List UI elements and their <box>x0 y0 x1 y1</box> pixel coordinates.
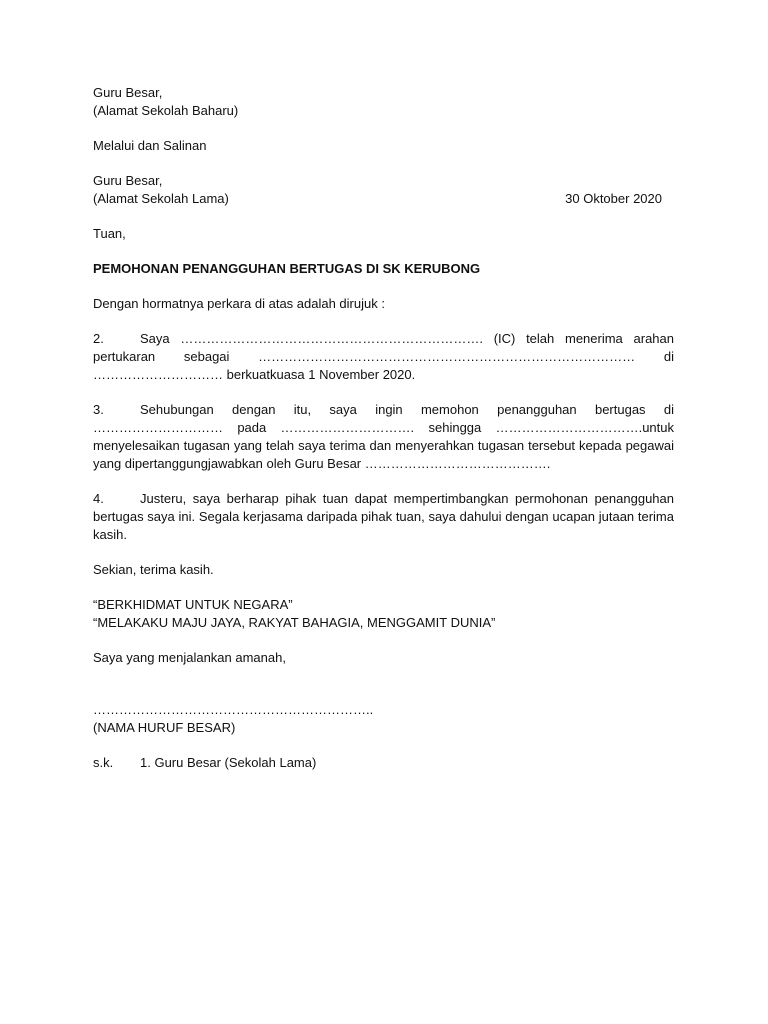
opening-line: Dengan hormatnya perkara di atas adalah dirujuk : <box>93 296 385 311</box>
motto-2: “MELAKAKU MAJU JAYA, RAKYAT BAHAGIA, MENGGAMIT DUNIA” <box>93 615 496 630</box>
cc-item: 1. Guru Besar (Sekolah Lama) <box>140 755 317 770</box>
address-date-row <box>93 190 662 208</box>
via-line: Melalui dan Salinan <box>93 138 207 153</box>
copy-to-title: Guru Besar, <box>93 173 163 188</box>
blank-school: ………………………… <box>93 420 223 435</box>
paragraph-text: Saya ……………………………………………………………. (IC) telah menerima arahan pertukaran sebagai …………………………………………………………………………… di ………………………… berkuatkuasa 1 November 2020. <box>93 331 674 382</box>
letter-page <box>93 84 674 772</box>
closing-line: Sekian, terima kasih. <box>93 562 214 577</box>
paragraph-3-rest: menyelesaikan tugasan yang telah saya terima dan menyerahkan tugasan tersebut kepada pegawai yang dipertanggungjawabkan oleh Guru Besar ……………………………………. <box>93 438 674 471</box>
paragraph-text: Justeru, saya berharap pihak tuan dapat mempertimbangkan permohonan penangguhan bertugas saya ini. Segala kerjasama daripada pihak tuan, saya dahului dengan ucapan jutaan terima kasih. <box>93 491 674 542</box>
word-sehingga: sehingga <box>428 420 482 435</box>
sign-off: Saya yang menjalankan amanah, <box>93 650 286 665</box>
paragraph-number: 3. <box>93 402 104 417</box>
paragraph-number: 4. <box>93 491 104 506</box>
cc-label: s.k. <box>93 755 114 770</box>
paragraph-2 <box>93 330 674 384</box>
motto-1: “BERKHIDMAT UNTUK NEGARA” <box>93 597 293 612</box>
signature-line: ……………………………………………………….. <box>93 702 374 717</box>
paragraph-3-line-1 <box>93 401 674 419</box>
paragraph-text: Sehubungan dengan itu, saya ingin memohon penangguhan bertugas di <box>140 402 674 417</box>
word-pada: pada <box>237 420 267 435</box>
letter-subject: PEMOHONAN PENANGGUHAN BERTUGAS DI SK KERUBONG <box>93 261 481 276</box>
paragraph-3 <box>93 401 674 473</box>
cc-row <box>93 754 674 772</box>
copy-to-address: (Alamat Sekolah Lama) <box>93 191 229 206</box>
letter-date: 30 Oktober 2020 <box>565 191 662 206</box>
recipient-address: (Alamat Sekolah Baharu) <box>93 103 239 118</box>
paragraph-4 <box>93 490 674 544</box>
name-placeholder: (NAMA HURUF BESAR) <box>93 720 236 735</box>
salutation: Tuan, <box>93 226 126 241</box>
paragraph-number: 2. <box>93 331 104 346</box>
recipient-title: Guru Besar, <box>93 85 163 100</box>
paragraph-3-line-2 <box>93 419 674 437</box>
blank-end-date: …………………………….untuk <box>495 420 674 435</box>
blank-start-date: …………………………. <box>280 420 415 435</box>
